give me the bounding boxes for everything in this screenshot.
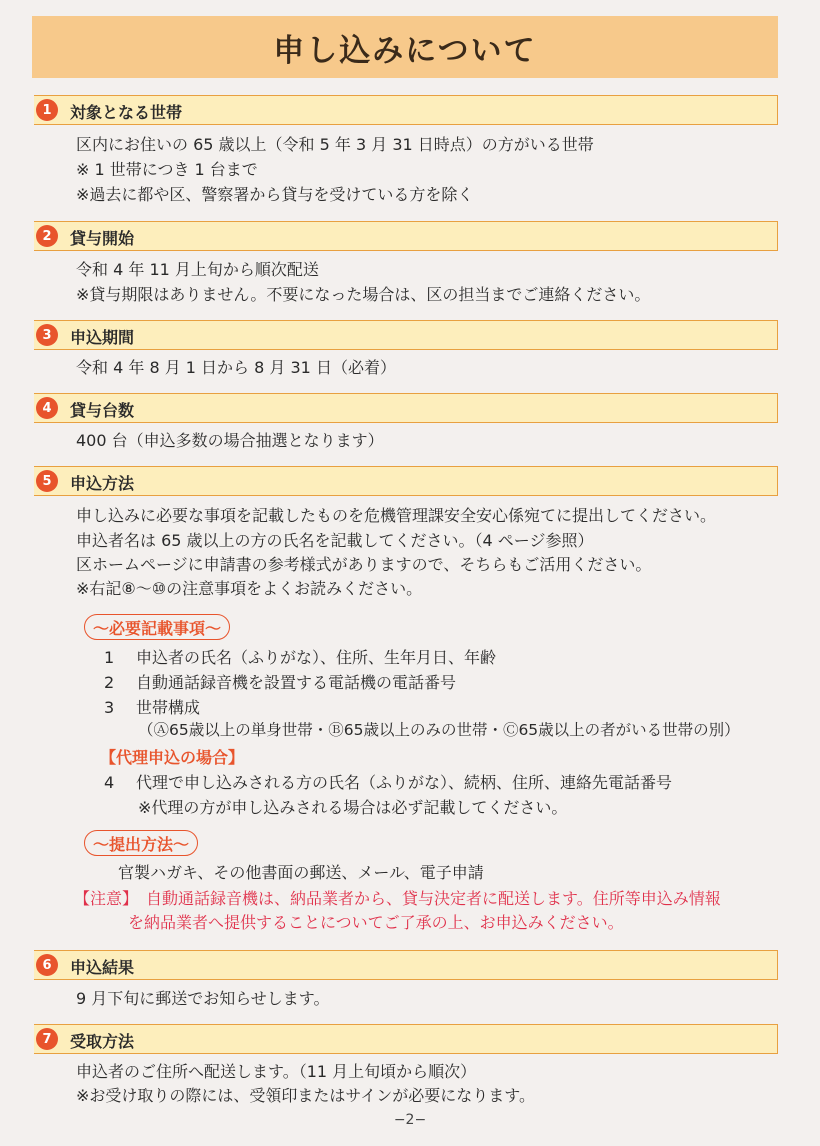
caution-label: 【注意】 [74,889,139,908]
required-items-label: ～必要記載事項～ [84,614,230,640]
required-item-1-text: 申込者の氏名（ふりがな）、住所、生年月日、年齢 [136,648,497,667]
page-number: −2− [393,1112,427,1128]
proxy-application-label: 【代理申込の場合】 [100,748,245,767]
required-item-3-number: 3 [104,698,115,717]
section-number-badge: 7 [36,1028,58,1050]
section-title: 対象となる世帯 [70,103,183,122]
submission-method-label: ～提出方法～ [84,830,198,856]
proxy-item-number: 4 [104,773,115,792]
required-item-2-text: 自動通話録音機を設置する電話機の電話番号 [136,673,457,692]
required-item-3-text: 世帯構成 [136,698,201,717]
section-title: 申込方法 [70,474,135,493]
page-title: 申し込みについて [32,16,778,78]
s5-line-1: 申し込みに必要な事項を記載したものを危機管理課安全安心係宛てに提出してください。 [76,506,717,525]
section-number-badge: 3 [36,324,58,346]
section-header-3 [34,320,778,350]
section-number-badge: 2 [36,225,58,247]
proxy-item-text: 代理で申し込みされる方の氏名（ふりがな）、続柄、住所、連絡先電話番号 [136,773,673,792]
s2-line-2: ※貸与期限はありません。不要になった場合は、区の担当までご連絡ください。 [76,285,651,304]
section-number-badge: 1 [36,99,58,121]
proxy-note: ※代理の方が申し込みされる場合は必ず記載してください。 [138,798,568,817]
s2-line-1: 令和 4 年 11 月上旬から順次配送 [76,260,319,279]
s5-line-2: 申込者名は 65 歳以上の方の氏名を記載してください。（4 ページ参照） [76,531,594,550]
caution-line-1: 自動通話録音機は、納品業者から、貸与決定者に配送します。住所等申込み情報 [146,889,721,908]
household-type-note: （Ⓐ65歳以上の単身世帯・Ⓑ65歳以上のみの世帯・Ⓒ65歳以上の者がいる世帯の別） [138,721,740,739]
s1-line-1: 区内にお住いの 65 歳以上（令和 5 年 3 月 31 日時点）の方がいる世帯 [76,135,594,154]
section-title: 貸与開始 [70,229,135,248]
s1-line-3: ※過去に都や区、警察署から貸与を受けている方を除く [76,185,474,204]
section-header-5 [34,466,778,496]
s5-line-3: 区ホームページに申請書の参考様式がありますので、そちらもご活用ください。 [76,555,652,574]
s3-line-1: 令和 4 年 8 月 1 日から 8 月 31 日（必着） [76,358,396,377]
s4-line-1: 400 台（申込多数の場合抽選となります） [76,431,384,450]
required-item-2-number: 2 [104,673,115,692]
section-header-2 [34,221,778,251]
s6-line-1: 9 月下旬に郵送でお知らせします。 [76,989,330,1008]
section-header-6 [34,950,778,980]
section-header-7 [34,1024,778,1054]
s7-line-2: ※お受け取りの際には、受領印またはサインが必要になります。 [76,1086,536,1105]
section-title: 申込結果 [70,958,135,977]
section-title: 申込期間 [70,328,135,347]
section-number-badge: 5 [36,470,58,492]
section-title: 受取方法 [70,1032,135,1051]
caution-line-2: を納品業者へ提供することについてご了承の上、お申込みください。 [128,913,624,932]
submission-method-text: 官製ハガキ、その他書面の郵送、メール、電子申請 [118,863,484,882]
section-number-badge: 4 [36,397,58,419]
s1-line-2: ※ 1 世帯につき 1 台まで [76,160,258,179]
required-item-1-number: 1 [104,648,115,667]
s7-line-1: 申込者のご住所へ配送します。（11 月上旬頃から順次） [76,1062,477,1081]
section-header-1 [34,95,778,125]
section-title: 貸与台数 [70,401,135,420]
s5-line-4: ※右記⑧～⑩の注意事項をよくお読みください。 [76,579,423,598]
section-header-4 [34,393,778,423]
section-number-badge: 6 [36,954,58,976]
